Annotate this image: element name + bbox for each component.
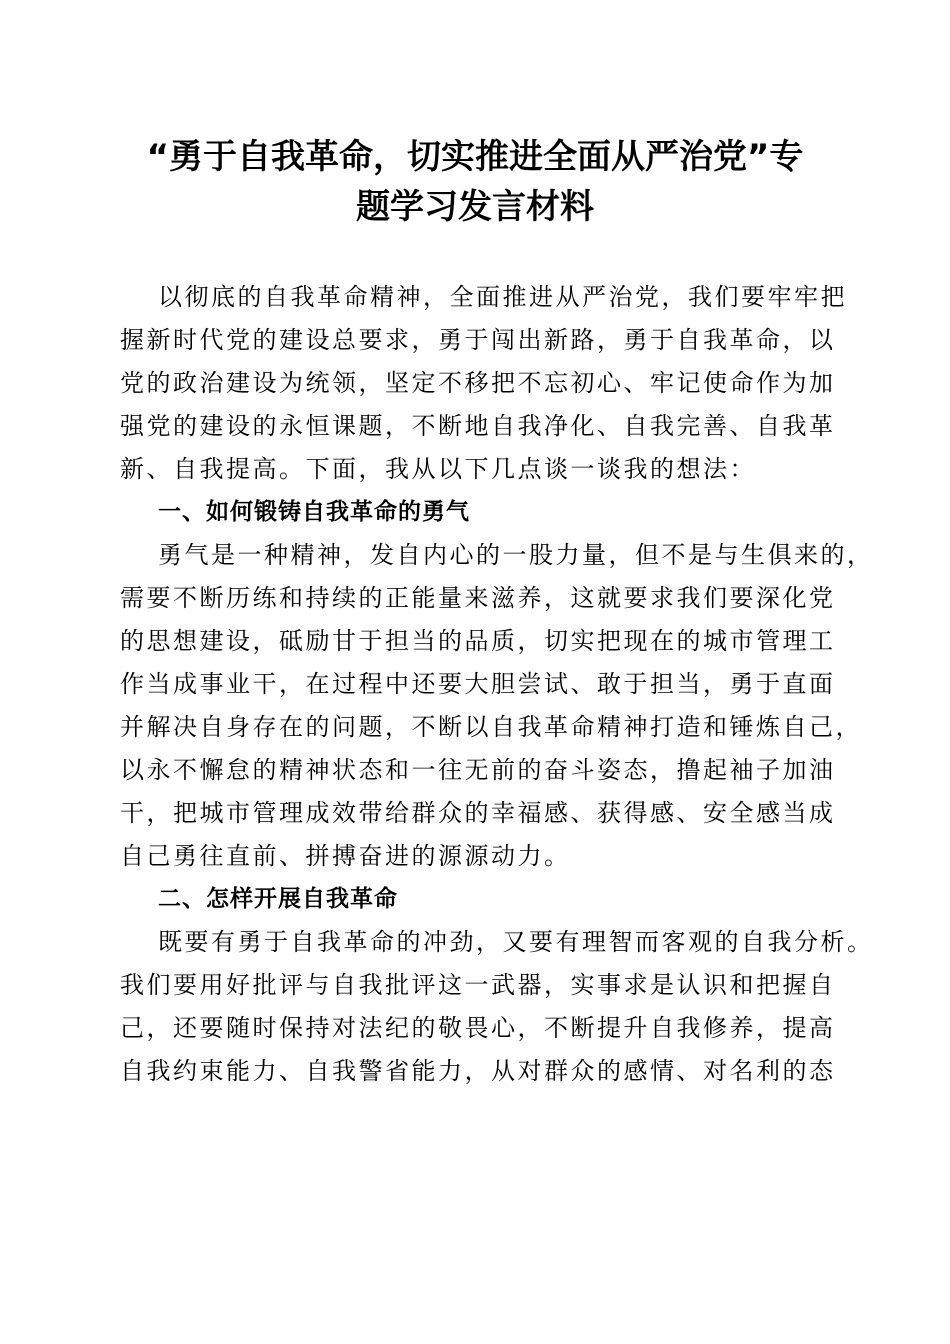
- intro-paragraph: [120, 276, 847, 491]
- text-line: 我们要用好批评与自我批评这一武器，实事求是认识和把握自: [120, 971, 836, 999]
- text-line: 党的政治建设为统领，坚定不移把不忘初心、牢记使命作为加: [120, 369, 836, 397]
- text-line: 自我约束能力、自我警省能力，从对群众的感情、对名利的态: [120, 1057, 836, 1085]
- text-line: 的思想建设，砥励甘于担当的品质，切实把现在的城市管理工: [120, 627, 836, 655]
- section1-paragraph: [120, 534, 874, 878]
- text-line: 并解决自身存在的问题，不断以自我革命精神打造和锤炼自己，: [120, 713, 862, 741]
- text-line: 以彻底的自我革命精神，全面推进从严治党，我们要牢牢把: [158, 283, 847, 311]
- text-line: 新、自我提高。下面，我从以下几点谈一谈我的想法：: [120, 455, 756, 483]
- text-line: 勇气是一种精神，发自内心的一股力量，但不是与生俱来的，: [158, 541, 874, 569]
- text-line: 以永不懈怠的精神状态和一往无前的奋斗姿态，撸起袖子加油: [120, 756, 836, 784]
- text-line: 己，还要随时保持对法纪的敬畏心，不断提升自我修养，提高: [120, 1014, 836, 1042]
- document-title: [120, 132, 830, 232]
- section2-paragraph: [120, 921, 874, 1093]
- text-line: 自己勇往直前、拼搏奋进的源源动力。: [120, 842, 571, 870]
- document-body: [120, 276, 874, 1093]
- text-line: 作当成事业干，在过程中还要大胆尝试、敢于担当，勇于直面: [120, 670, 836, 698]
- text-line: 强党的建设的永恒课题，不断地自我净化、自我完善、自我革: [120, 412, 836, 440]
- title-line: “勇于自我革命，切实推进全面从严治党”专: [146, 137, 804, 177]
- section-heading-2: 二、怎样开展自我革命: [158, 886, 398, 912]
- text-line: 既要有勇于自我革命的冲劲，又要有理智而客观的自我分析。: [158, 928, 874, 956]
- title-line: 题学习发言材料: [356, 187, 594, 227]
- text-line: 握新时代党的建设总要求，勇于闯出新路，勇于自我革命，以: [120, 326, 836, 354]
- text-line: 需要不断历练和持续的正能量来滋养，这就要求我们要深化党: [120, 584, 836, 612]
- text-line: 干，把城市管理成效带给群众的幸福感、获得感、安全感当成: [120, 799, 836, 827]
- section-heading-1: 一、如何锻铸自我革命的勇气: [158, 499, 470, 525]
